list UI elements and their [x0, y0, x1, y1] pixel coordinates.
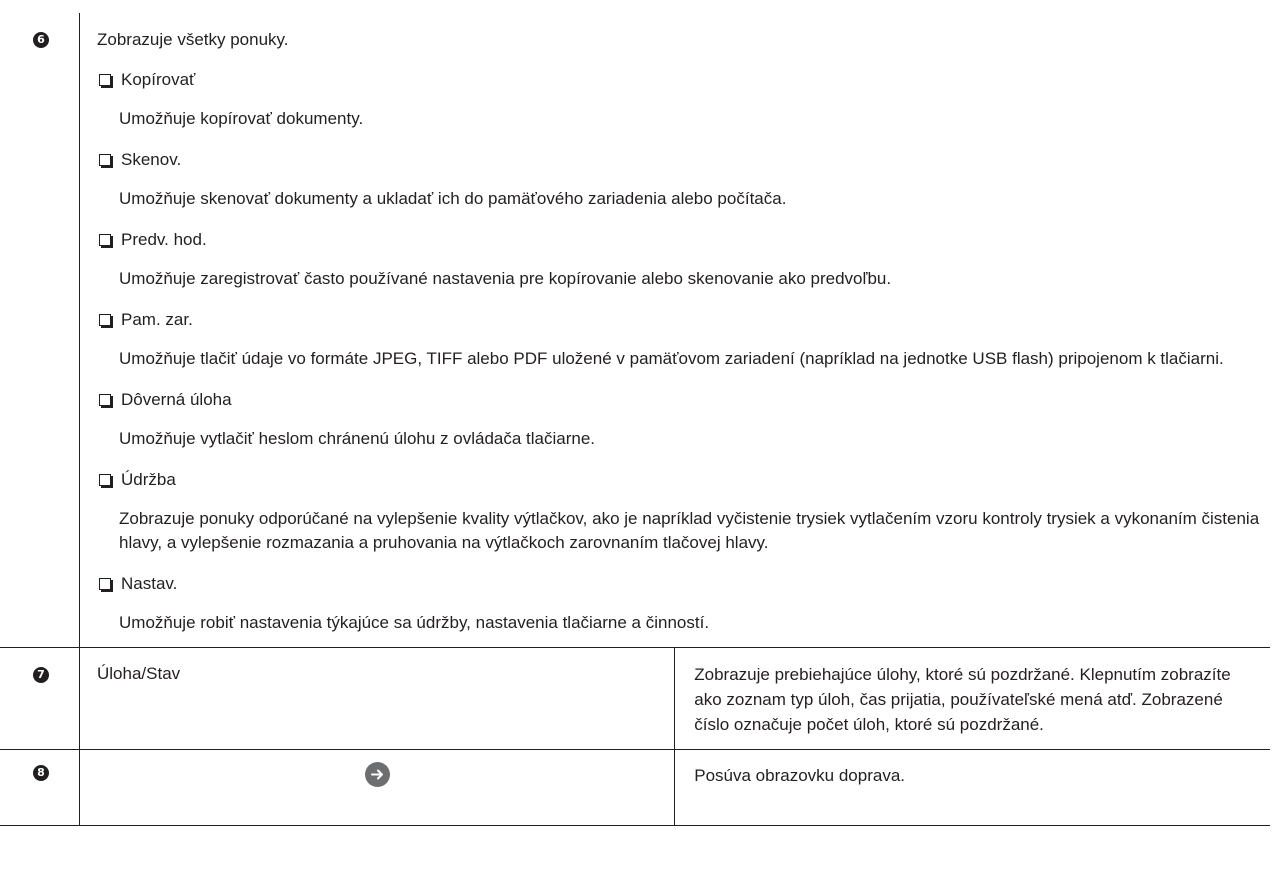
- checkbox-bullet-icon: [99, 314, 111, 326]
- list-item: [97, 149, 1270, 211]
- number-cell: [0, 648, 80, 750]
- item-title: Predv. hod.: [121, 230, 207, 249]
- item-title: Údržba: [121, 470, 176, 489]
- number-cell: [0, 13, 80, 648]
- list-item: [97, 389, 1270, 451]
- callout-number-7: 7: [33, 667, 49, 683]
- item-description: Umožňuje skenovať dokumenty a ukladať ich do pamäťového zariadenia alebo počítača.: [119, 189, 787, 208]
- checkbox-bullet-icon: [99, 474, 111, 486]
- list-item: [97, 309, 1270, 371]
- list-item: [97, 229, 1270, 291]
- number-cell: [0, 750, 80, 826]
- icon-cell: [80, 750, 675, 826]
- arrow-right-circle-icon: [365, 762, 390, 787]
- item-title: Dôverná úloha: [121, 390, 232, 409]
- reference-table: [0, 13, 1270, 826]
- table-row: [0, 13, 1270, 648]
- checkbox-bullet-icon: [99, 74, 111, 86]
- item-description: Umožňuje kopírovať dokumenty.: [119, 109, 364, 128]
- checkbox-bullet-icon: [99, 154, 111, 166]
- table-row: [0, 648, 1270, 750]
- list-item: [97, 469, 1270, 555]
- callout-number-8: 8: [33, 765, 49, 781]
- table-row: [0, 750, 1270, 826]
- item-label: Úloha/Stav: [80, 648, 675, 750]
- callout-number-6: 6: [33, 32, 49, 48]
- item-description: Zobrazuje prebiehajúce úlohy, ktoré sú pozdržané. Klepnutím zobrazíte ako zoznam typ úloh, čas prijatia, používateľské mená atď. Zobrazené číslo označuje počet úloh, ktoré sú pozdržané.: [675, 648, 1270, 750]
- item-description: Umožňuje zaregistrovať často používané nastavenia pre kopírovanie alebo skenovanie ako predvoľbu.: [119, 269, 892, 288]
- item-title: Kopírovať: [121, 70, 196, 89]
- list-item: [97, 69, 1270, 131]
- item-description: Posúva obrazovku doprava.: [675, 750, 1270, 826]
- item-title: Pam. zar.: [121, 310, 193, 329]
- checkbox-bullet-icon: [99, 394, 111, 406]
- menu-lead-text: Zobrazuje všetky ponuky.: [97, 30, 289, 49]
- checkbox-bullet-icon: [99, 578, 111, 590]
- item-title: Nastav.: [121, 574, 178, 593]
- item-description: Umožňuje vytlačiť heslom chránenú úlohu z ovládača tlačiarne.: [119, 429, 596, 448]
- checkbox-bullet-icon: [99, 234, 111, 246]
- item-description: Umožňuje tlačiť údaje vo formáte JPEG, TIFF alebo PDF uložené v pamäťovom zariadení (napríklad na jednotke USB flash) pripojenom k tlačiarni.: [119, 349, 1224, 368]
- menu-description-cell: [80, 13, 1271, 648]
- item-description: Umožňuje robiť nastavenia týkajúce sa údržby, nastavenia tlačiarne a činností.: [119, 613, 710, 632]
- item-description: Zobrazuje ponuky odporúčané na vylepšenie kvality výtlačkov, ako je napríklad vyčistenie trysiek vytlačením vzoru kontroly trysiek a vykonaním čistenia hlavy, a vylepšenie rozmazania a pruhovania na výtlačkoch zarovnaním tlačovej hlavy.: [119, 509, 1260, 552]
- item-title: Skenov.: [121, 150, 182, 169]
- list-item: [97, 573, 1270, 635]
